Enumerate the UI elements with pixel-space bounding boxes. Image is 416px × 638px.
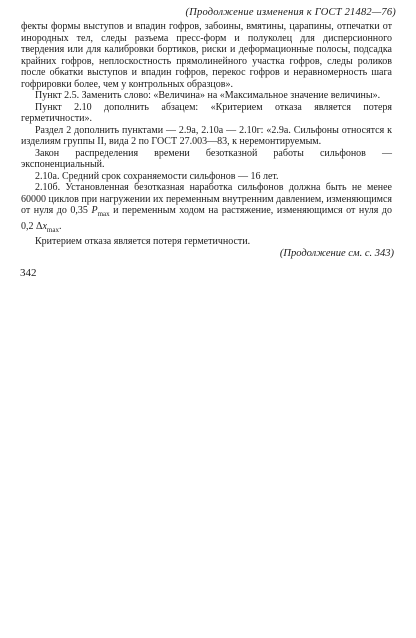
paragraph-item-2-10: Пункт 2.10 дополнить абзацем: «Критерием отказа является потеря герметичности». xyxy=(21,101,392,124)
paragraph-2-10b-part1: 2.10б. Установленная безотказная наработка сильфонов должна быть не менее 60000 циклов при нагружении их переменным внутренним давлением, изменяющимся от нуля до 0,35 xyxy=(21,182,392,216)
paragraph-defects: фекты формы выступов и впадин гофров, забоины, вмятины, царапины, отпечатки от инородных тел, следы разъема пресс-форм и полуколец для дисперсионного твердения или для калибровки бортиков, риски и деформационные полосы, подсадка крайних гофров, неплоскостность прямолинейного участка гофров, следы роликов после обкатки выступов и впадин гофров, перекос гофров и неравномерность шага гофрировки более, чем у контрольных образцов». xyxy=(21,21,392,90)
paragraph-2-10b-part2: и переменным ходом на растяжение, изменяющимся от нуля до 0,2 Δ xyxy=(21,205,392,232)
symbol-x: x xyxy=(42,220,47,232)
paragraph-criterion: Критерием отказа является потеря герметичности. xyxy=(35,236,251,247)
paragraph-distribution-law: Закон распределения времени безотказной работы сильфонов — экспоненциальный. xyxy=(21,147,392,170)
page-number: 342 xyxy=(20,267,37,279)
subscript-max-p: max xyxy=(97,210,110,218)
subscript-max-x: max xyxy=(46,225,59,234)
paragraph-2-10b xyxy=(21,182,392,236)
paragraph-item-2-5: Пункт 2.5. Заменить слово: «Величина» на «Максимальное значение величины». xyxy=(35,90,381,101)
document-body xyxy=(21,21,392,248)
symbol-p: P xyxy=(91,205,98,216)
paragraph-2-10b-part3: . xyxy=(58,220,62,232)
continued-note: (Продолжение см. с. 343) xyxy=(279,248,394,259)
paragraph-2-10a: 2.10а. Средний срок сохраняемости сильфонов — 16 лет. xyxy=(35,170,279,182)
running-header: (Продолжение изменения к ГОСТ 21482—76) xyxy=(185,7,396,18)
paragraph-section-2: Раздел 2 дополнить пунктами — 2.9а, 2.10а — 2.10г: «2.9а. Сильфоны относятся к изделиям группы II, вида 2 по ГОСТ 27.003—83, к неремонтируемым. xyxy=(21,124,392,147)
